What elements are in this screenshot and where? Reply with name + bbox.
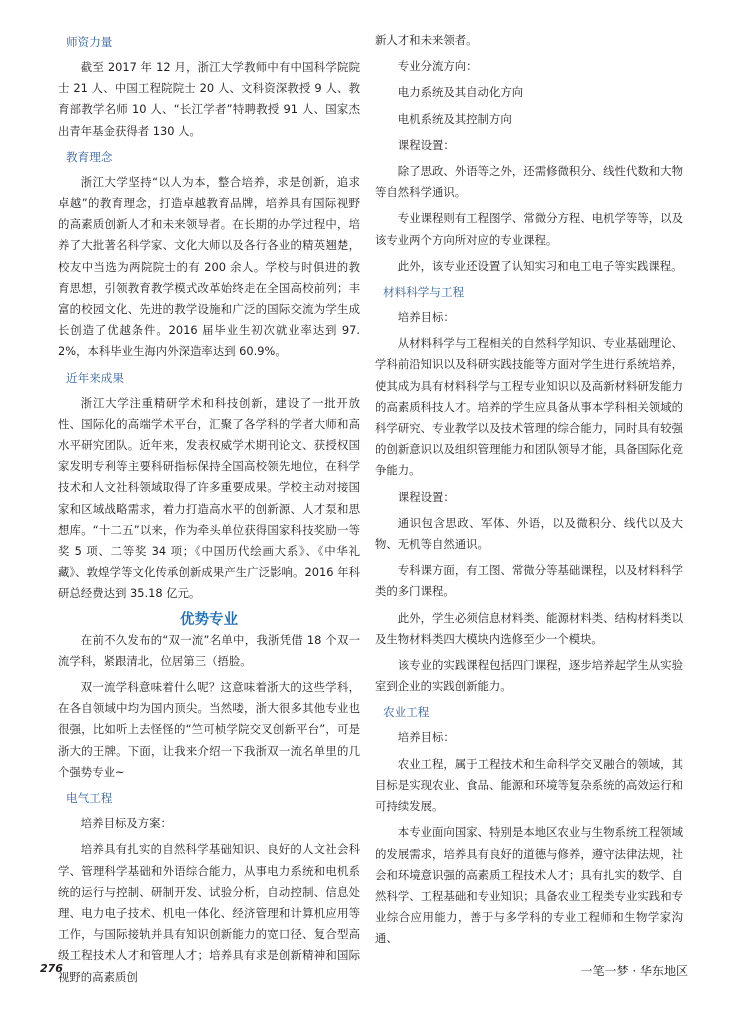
left-column [58, 30, 360, 993]
running-footer-title: 一笔一梦 · 华东地区 [580, 964, 688, 978]
paragraph-philosophy: 浙江大学坚持“以人为本，整合培养，求是创新，追求卓越”的教育理念，打造卓越教育品牌，培养具有国际视野的高素质创新人才和未来领导者。在长期的办学过程中，培养了大批著名科学家、文化大师以及各行各业的精英翘楚，校友中当选为两院院士的有 200 余人。学校与时俱进的教育思想，引领教育教学模式改革始终走在全国高校前列；丰富的校园文化、先进的教学设施和广泛的国际交流为学生成长创造了优越条件。2016 届毕业生初次就业率达到 97.2%，本科毕业生海内外深造率达到 60.9%。 [58, 174, 360, 359]
paragraph-ms-course-label: 课程设置： [397, 489, 455, 504]
heading-electrical-engineering: 电气工程 [66, 791, 113, 806]
heading-faculty: 师资力量 [66, 35, 113, 49]
paragraph-ag-body-2: 本专业面向国家、特别是本地区农业与生物系统工程领域的发展需求，培养具有良好的道德与修养，遵守法律法规，社会和环境意识强的高素质工程技术人才；具有扎实的数学、自然科学、工程基础和专业知识；具备农业工程类专业实践和专业综合应用能力，善于与多学科的专业工程师和生物学家沟通、 [375, 825, 683, 946]
heading-materials-science: 材料科学与工程 [383, 285, 465, 300]
paragraph-ms-body: 从材料科学与工程相关的自然科学知识、专业基础理论、学科前沿知识以及科研实践技能等方面对学生进行系统培养，使其成为具有材料科学与工程专业知识以及高新材料研发能力的高素质科技人才。培养的学生应具备从事本学科相关领域的科学研究、专业教学以及技术管理的综合能力，同时具有较强的创新意识以及组织管理能力和团队领导才能，具备国际化竞争能力。 [375, 336, 683, 478]
paragraph-ee-course-1: 除了思政、外语等之外，还需修微积分、线性代数和大物等自然科学通识。 [375, 164, 683, 200]
paragraph-ee-direction-label: 专业分流方向： [397, 59, 478, 74]
paragraph-ee-course-label: 课程设置： [397, 137, 455, 152]
paragraph-majors-1: 在前不久发布的“双一流”名单中，我浙凭借 18 个双一流学科，紧跟清北，位居第三（捂脸。 [58, 632, 360, 668]
paragraph-ms-course-4: 该专业的实践课程包括四门课程，逐步培养起学生从实验室到企业的实践创新能力。 [375, 658, 683, 694]
heading-philosophy: 教育理念 [66, 149, 113, 164]
paragraph-ms-goal-label: 培养目标： [397, 310, 455, 325]
paragraph-ms-course-2: 专科课方面，有工图、常微分等基础课程，以及材料科学类的多门课程。 [375, 563, 683, 599]
paragraph-ee-course-2: 专业课程则有工程图学、常微分方程、电机学等等，以及该专业两个方向所对应的专业课程。 [375, 211, 683, 247]
section-title-majors: 优势专业 [180, 611, 238, 628]
paragraph-ee-course-3: 此外，该专业还设置了认知实习和电工电子等实践课程。 [397, 258, 683, 273]
paragraph-ms-course-3: 此外，学生必须信息材料类、能源材料类、结构材料类以及生物材料类四大模块内选修至少一个模块。 [375, 610, 683, 646]
paragraph-ee-body: 培养具有扎实的自然科学基础知识、良好的人文社会科学、管理科学基础和外语综合能力，从事电力系统和电机系统的运行与控制、研制开发、试验分析，自动控制、信息处理、电力电子技术、机电一体化、经济管理和计算机应用等工作，与国际接轨并具有知识创新能力的宽口径、复合型高级工程技术人才和管理人才；培养具有求是创新精神和国际视野的高素质创 [58, 842, 360, 984]
paragraph-faculty: 截至 2017 年 12 月，浙江大学教师中有中国科学院院士 21 人、中国工程院院士 20 人、文科资深教授 9 人、教育部教学名师 10 人、“长江学者”特聘教授 91 人、国家杰出青年基金获得者 130 人。 [58, 60, 360, 138]
paragraph-ee-direction-2: 电机系统及其控制方向 [397, 111, 512, 126]
heading-achievements: 近年来成果 [66, 370, 124, 385]
paragraph-ee-continued: 新人才和未来领者。 [375, 33, 478, 47]
paragraph-ee-direction-1: 电力系统及其自动化方向 [397, 85, 524, 100]
paragraph-ag-goal-label: 培养目标： [397, 730, 455, 745]
paragraph-ag-body-1: 农业工程，属于工程技术和生命科学交叉融合的领域，其目标是实现农业、食品、能源和环境等复杂系统的高效运行和可持续发展。 [375, 756, 683, 814]
heading-agricultural-engineering: 农业工程 [383, 705, 430, 720]
paragraph-ms-course-1: 通识包含思政、军体、外语，以及微积分、线代以及大物、无机等自然通识。 [375, 515, 683, 552]
right-column [375, 30, 683, 955]
paragraph-ee-goal-label: 培养目标及方案： [80, 816, 172, 831]
page-number: 276 [40, 962, 63, 975]
paragraph-majors-2: 双一流学科意味着什么呢？这意味着浙大的这些学科，在各自领域中均为国内顶尖。当然喽，浙大很多其他专业也很强，比如听上去怪怪的“竺可桢学院交叉创新平台”，可是浙大的王牌。下面，让我来介绍一下我浙双一流名单里的几个强势专业~ [58, 680, 360, 779]
paragraph-achievements: 浙江大学注重精研学术和科技创新，建设了一批开放性、国际化的高端学术平台，汇聚了各学科的学者大师和高水平研究团队。近年来，发表权威学术期刊论文、获授权国家发明专利等主要科研指标保持全国高校领先地位，在科学技术和人文社科领域取得了许多重要成果。学校主动对接国家和区域战略需求，着力打造高水平的创新源、人才泵和思想库。“十二五”以来，作为牵头单位获得国家科技奖励一等奖 5 项、二等奖 34 项；《中国历代绘画大系》、《中华礼藏》、敦煌学等文化传承创新成果产生广泛影响。2016 年科研总经费达到 35.18 亿元。 [58, 395, 360, 601]
